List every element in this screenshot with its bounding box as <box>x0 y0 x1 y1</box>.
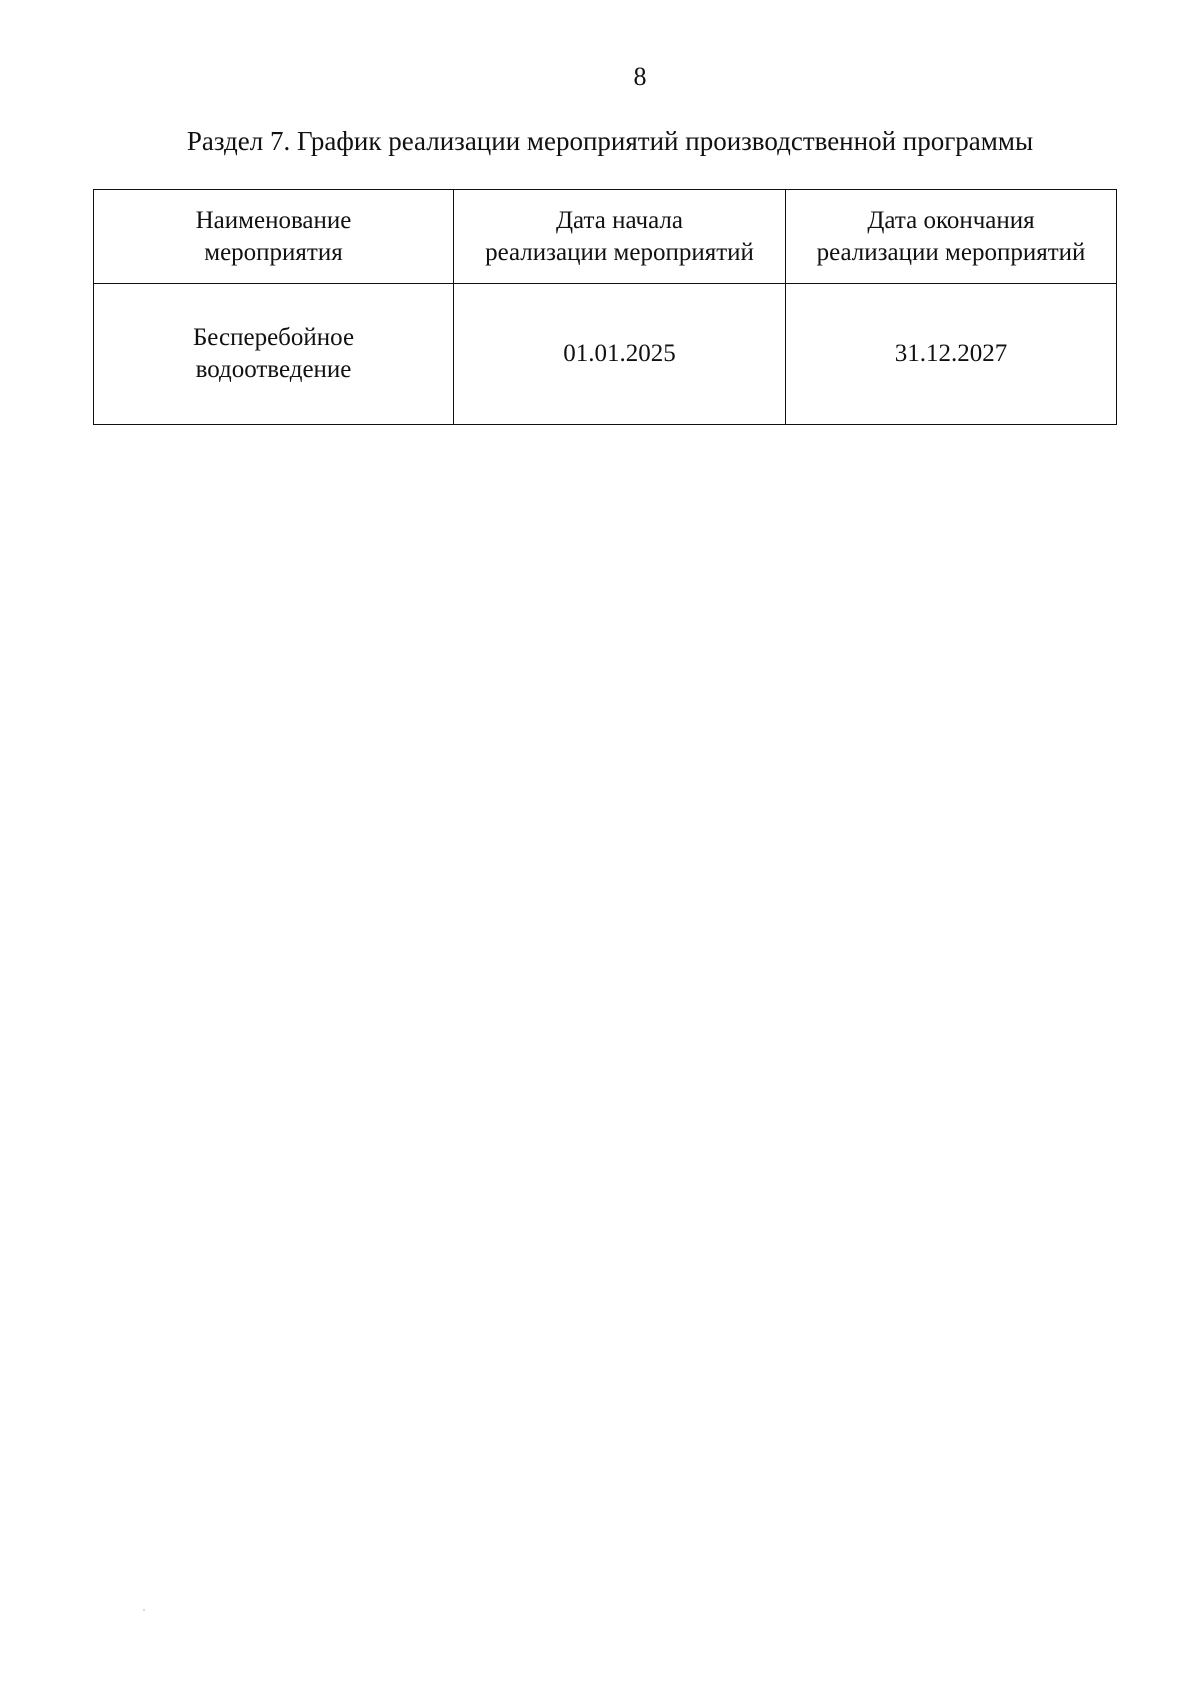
section-title: Раздел 7. График реализации мероприятий производственной программы <box>186 126 1034 156</box>
header-start-date-line2: реализации мероприятий <box>485 238 754 266</box>
cell-end-date: 31.12.2027 <box>786 284 1117 425</box>
header-start-date-line1: Дата начала <box>555 206 683 234</box>
cell-activity-name-line1: Бесперебойное <box>192 324 355 351</box>
header-end-date <box>786 190 1117 284</box>
header-end-date-line2: реализации мероприятий <box>816 238 1086 266</box>
header-activity-name-line2: мероприятия <box>204 238 343 266</box>
page-number: 8 <box>633 62 647 91</box>
cell-activity-name-line2: водоотведение <box>195 356 352 383</box>
schedule-table <box>93 189 1117 425</box>
cell-start-date: 01.01.2025 <box>454 284 786 425</box>
header-activity-name-line1: Наименование <box>195 206 352 234</box>
header-activity-name <box>94 190 454 284</box>
table-header-row <box>94 190 1117 284</box>
scan-artifact <box>143 1609 145 1611</box>
header-start-date <box>454 190 786 284</box>
cell-activity-name <box>94 284 454 425</box>
table-row <box>94 284 1117 425</box>
header-end-date-line1: Дата окончания <box>867 206 1035 234</box>
